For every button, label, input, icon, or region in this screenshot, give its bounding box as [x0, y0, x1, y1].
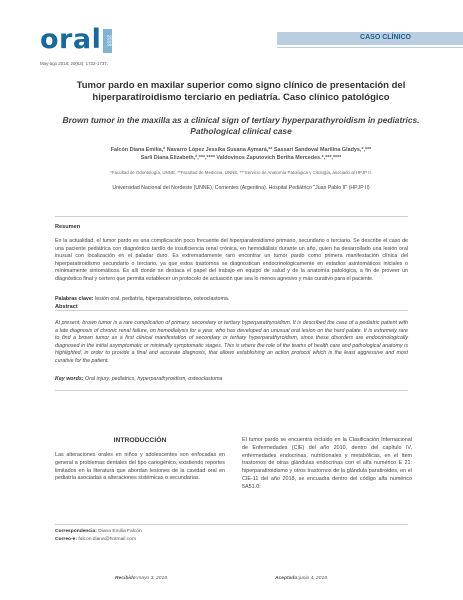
logo-wordmark: oral	[40, 24, 102, 55]
email-label: Correo-e:	[55, 537, 78, 542]
introduction-heading: INTRODUCCIÓN	[113, 437, 167, 444]
received-value: mayo 3, 2018.	[137, 576, 169, 581]
introduction-left-column: Las alteraciones orales en niños y adolescentes son enfocadas en general a problemas dentales del tipo cariogénico, existiendo reportes limitados en la literatura que abordan lesiones de la cavidad oral en pediatría asociadas a alteraciones sistémicas o secundarias.	[55, 452, 225, 482]
accepted-date	[275, 576, 329, 581]
abstract-text: At present, brown tumor is a rare complication of primary, secondary or tertiary hyperparathyroidism. It is described the case of a pediatric patient with a late diagnosis of chronic renal failure, on hemodialysis for a year, who has developed an unusual oral lesion on the hard palate. It is extremely rare to find a brown tumor as a first clinical manifestation of secondary or tertiary hyperparathyroidism, since these disorders are endocrinologically diagnosed in the initial asymptomatic or minimally symptomatic stages. This is where the role of the teams of health care and pathological anatomy is highlighted, in order to provide a final and accurate diagnosis, that allows establishing an action protocol which is the least aggressive and most curative for the patient.	[55, 320, 408, 364]
section-band	[277, 32, 463, 45]
affiliations: *Facultad de Odontología, UNNE. **Facultad de Medicina, UNNE. ***Servicio de Anatomía Patológica y Citología, asociado al HPJP II.	[110, 170, 372, 175]
correspondence-line	[55, 529, 142, 534]
logo-year-tab: 2018	[103, 29, 112, 53]
resumen-heading: Resumen	[55, 224, 81, 230]
section-label: CASO CLÍNICO	[360, 34, 411, 41]
authors-line-2: Sarli Diana Elizabeth,*,***,**** Valdovinos Zaputovich Bertha Mercedes.*,***,****	[140, 155, 342, 162]
received-date	[115, 576, 169, 581]
institution: Universidad Nacional del Nordeste (UNNE), Corrientes (Argentina). Hospital Pediátrico "Juan Pablo II" (HPJP II)	[112, 185, 370, 191]
author-list	[60, 146, 422, 163]
journal-logo	[40, 26, 112, 53]
authors-line-1: Falcón Diana Emilia,* Navarro López Jessika Susana Aymará,** Sassari Sandoval Marilina Gladys,*,***	[110, 147, 372, 153]
email-address: falcon.diana@hotmail.com	[78, 537, 137, 542]
accepted-label: Aceptado:	[275, 576, 299, 581]
abstract-keywords	[55, 376, 408, 382]
correspondence-name: Diana Emilia Falcón	[98, 529, 142, 534]
resumen-text: En la actualidad, el tumor pardo es una complicación poco frecuente del hiperparatiroidismo primario, secundario o terciario. Se describe el caso de una paciente pediátrica con diagnóstico tardío de insuficiencia renal crónica, en hemodiálisis durante un año, quien ha desarrollado una lesión oral inusual con localización en el paladar duro. Es extremadamente raro encontrar un tumor pardo como primera manifestación clínica del hiperparatiroidismo secundario o terciario, ya que estos trastornos se diagnostican endocrinológicamente en estadios asintomáticos iniciales o mínimamente sintomáticos. Es allí donde se destaca el papel del trabajo en equipo de salud y de la anatomía patológica, a fin de proveer un diagnóstico final y certero que permita establecer un protocolo de actuación que sea lo menos agresivo y más curativo para el paciente.	[55, 238, 408, 282]
article-title-english: Brown tumor in the maxilla as a clinical sign of tertiary hyperparathyroidism in pediatrics. Pathological clinical case	[62, 115, 420, 136]
abstract-keywords-label: Key words:	[55, 376, 84, 382]
issue-info: May-ago 2018; 20(63): 1732-1737.	[40, 61, 108, 66]
email-line	[55, 537, 136, 542]
divider-top-resumen	[55, 216, 408, 217]
abstract-heading: Abstract	[55, 304, 78, 310]
divider-bottom-resumen	[55, 310, 408, 311]
accepted-value: junio 4, 2018.	[298, 576, 329, 581]
article-title-spanish: Tumor pardo en maxilar superior como signo clínico de presentación del hiperparatiroidismo terciario en pediatría. Caso clínico patológico	[76, 80, 406, 103]
section-band-underline	[277, 47, 463, 48]
abstract-keywords-value: Oral injury, pediatrics, hyperparathyroidism, osteoclastoma	[85, 376, 223, 382]
resumen-keywords-value: lesión oral, pediatría, hiperparatiroidismo, osteoclastoma.	[95, 296, 230, 302]
resumen-keywords-label: Palabras clave:	[55, 296, 94, 302]
divider-correspondence	[55, 524, 408, 525]
correspondence-label: Correspondencia:	[55, 529, 97, 534]
received-label: Recibido:	[115, 576, 138, 581]
resumen-keywords	[55, 296, 408, 302]
divider-bottom-abstract	[55, 390, 408, 391]
introduction-right-column: El tumor pardo se encuentra incluido en la Clasificación Internacional de Enfermedades (CIE) del año 2010, dentro del capítulo IV, enfermedades endocrinas, nutricionales y metabólicas, en el ítem trastornos de otras glándulas endocrinas con el alfa numérico E 21: hiperparatiroidismo y otros trastornos de la glándula paratiroides, en el CIE-11 del año 2018, se encuadra dentro del código alfa numérico 5A51.0:	[242, 437, 412, 490]
